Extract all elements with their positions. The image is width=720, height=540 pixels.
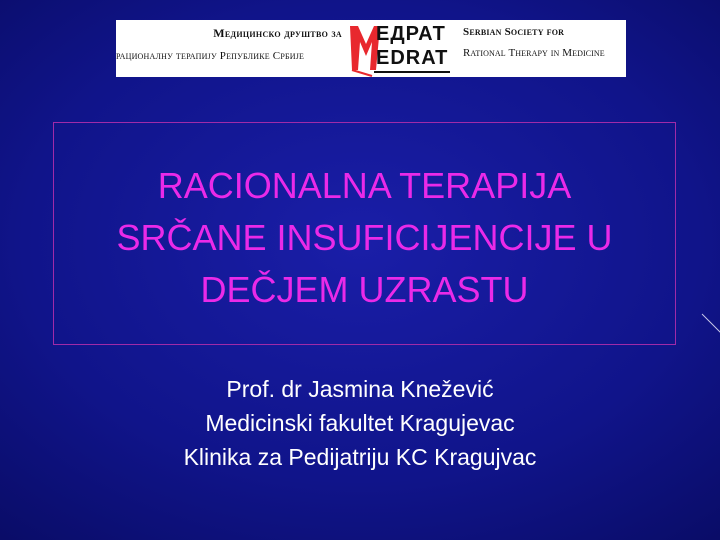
title-line-3: DEČJEM UZRASTU <box>200 269 529 310</box>
medrat-logo-mark <box>346 20 451 77</box>
title-line-2: SRČANE INSUFICIJENCIJE U <box>116 217 613 258</box>
slide-title <box>54 160 675 316</box>
logo-right-line-2: Rational Therapy in Medicine <box>463 47 605 59</box>
decorative-corner-line <box>700 312 720 342</box>
slide-subtitle <box>110 372 610 474</box>
logo-right-line-1: Serbian Society for <box>463 26 565 38</box>
subtitle-clinic: Klinika za Pedijatriju KC Kragujvac <box>183 444 537 470</box>
logo-mark-line-2: EDRAT <box>376 47 449 69</box>
logo-left-line-2: рационалну терапију Републике Србије <box>116 50 305 62</box>
logo-left-line-1: Медицинско друштво за <box>213 26 342 40</box>
logo-english-text <box>463 26 626 59</box>
title-line-1: RACIONALNA TERAPIJA <box>157 165 572 206</box>
logo-underline <box>374 71 450 73</box>
logo-cyrillic-text <box>116 26 346 62</box>
society-logo-banner <box>116 20 626 77</box>
logo-mark-line-1: ЕДРАТ <box>376 23 446 45</box>
subtitle-faculty: Medicinski fakultet Kragujevac <box>205 410 515 436</box>
subtitle-author: Prof. dr Jasmina Knežević <box>226 376 494 402</box>
title-box <box>53 122 676 345</box>
